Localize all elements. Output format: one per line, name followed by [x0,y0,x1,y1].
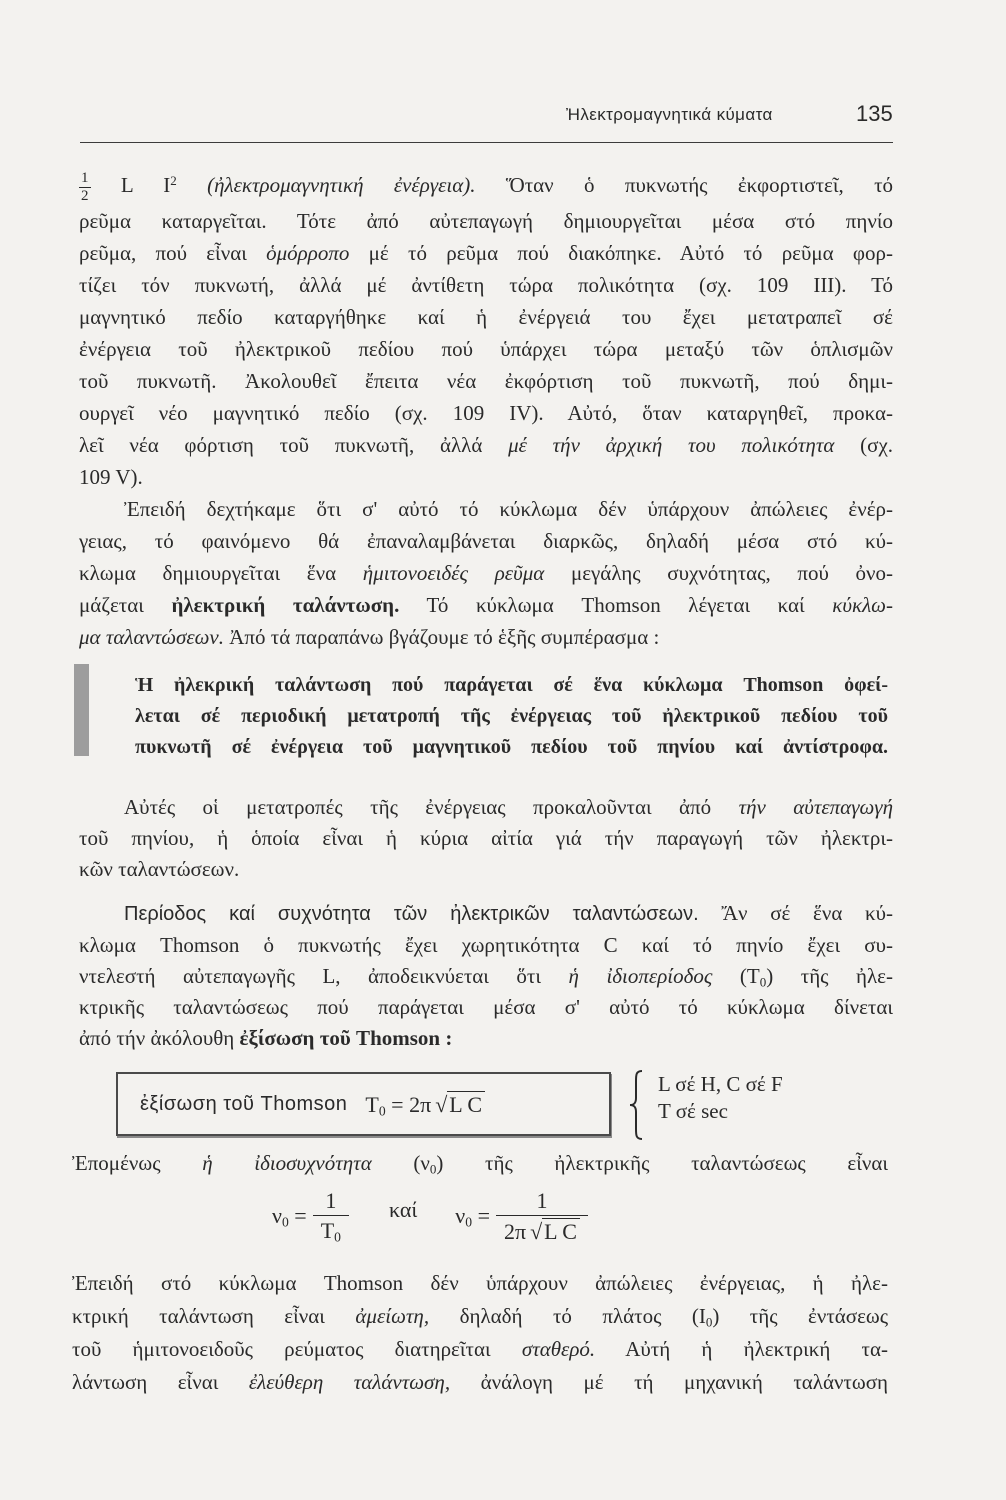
emphasis: ὁμόρροπο [266,241,350,265]
subscript: 0 [334,1229,341,1245]
subscript: 0 [759,974,767,990]
nu-symbol: ν [455,1203,466,1228]
bold-line-text: λεται σέ περιοδική μετατροπή τῆς ἐνέργειας τοῦ ἠλεκτρικοῦ πεδίου τοῦ [135,705,888,727]
fraction-one-over-t0 [313,1188,349,1244]
line-text: ντελεστή αὐτεπαγωγῆς L, ἀποδεικνύεται ὅτι [79,964,542,988]
line-text: κῶν ταλαντώσεων. [79,857,240,881]
line-text: τίζει τόν πυκνωτή, ἀλλά μέ ἀντίθετη τώρα πολικότητα (σχ. 109 III). Τό [79,273,893,297]
emphasis: τήν αὐτεπαγωγή [738,795,894,819]
text-line [79,898,893,930]
text-line [79,1023,893,1054]
connector-word: καί [388,1197,418,1222]
subscript: 0 [465,1214,473,1230]
emphasis: ἐλεύθερη ταλάντωση, [248,1370,451,1394]
text-line [79,461,893,493]
period-symbol: T [320,1218,335,1243]
equation-rhs-prefix: = 2π [391,1091,432,1117]
fraction-numerator: 1 [496,1188,588,1216]
text-line [79,792,893,823]
line-text: ) τῆς ἐντάσεως [712,1304,889,1328]
units-legend [658,1071,783,1125]
line-text: μεγάλης συχνότητας, πού ὀνο- [570,561,894,585]
emphasis: ἡ ἰδιοπερίοδος [568,964,713,988]
running-header-title: Ἠλεκτρομαγνητικά κύματα [566,105,773,124]
section-heading: Περίοδος καί συχνότητα τῶν ἠλεκτρικῶν ταλαντώσεων. [124,903,699,925]
bold-term: ἠλεκτρική ταλάντωση. [171,593,400,617]
line-text: Τό κύκλωμα Thomson λέγεται καί [426,593,805,617]
equation-label: ἐξίσωση τοῦ Thomson [140,1092,348,1115]
line-text: τοῦ ἡμιτονοειδοῦς ρεύματος διατηρεῖται [72,1337,491,1361]
line-text: δηλαδή τό πλάτος (I [459,1304,706,1328]
text-line [135,670,888,701]
line-text: 109 V). [79,465,143,489]
thomson-equation-box [116,1072,611,1136]
subscript: 0 [281,1214,289,1230]
page-number: 135 [856,101,893,126]
eigenfrequency-sentence [72,1147,888,1179]
emphasis: (ἠλεκτρομαγνητική ἐνέργεια). [207,173,476,197]
line-text: γειας, τό φαινόμενο θά ἐπαναλαμβάνεται διαρκῶς, δηλαδή μέσα στό κύ- [79,529,893,553]
fraction-numerator: 1 [81,169,89,186]
text-line [72,1147,888,1179]
emphasis: σταθερό. [521,1337,596,1361]
text-line [79,301,893,333]
line-text: λάντωση εἶναι [72,1370,219,1394]
bold-line-text: Ἡ ἠλεκρική ταλάντωση πού παράγεται σέ ἕνα κύκλωμα Thomson ὀφεί- [135,674,888,696]
fraction-denominator: 2 [81,187,89,204]
text-line [79,525,893,557]
text-line [79,205,893,237]
thomson-equation [365,1091,485,1118]
conclusion-box [135,670,888,763]
text-line [79,854,893,885]
radical-sign: √ [435,1091,448,1117]
nu-symbol: ν [272,1203,282,1228]
bold-term: ἐξίσωση τοῦ Thomson : [239,1026,453,1050]
text-line [79,557,893,589]
two-pi: 2π [503,1218,527,1244]
paragraph-energy-exchange [79,165,893,493]
radical-sign: √ [530,1218,543,1244]
formula-lhs [455,1203,490,1229]
curly-brace-icon [627,1068,645,1142]
line-text: τοῦ πηνίου, ἡ ὁποία εἶναι ἡ κύρια αἰτία γιά τήν παραγωγή τῶν ἠλεκτρι- [79,826,893,850]
line-text: ) τῆς ἠλε- [766,964,893,988]
emphasis: ἀμείωτη, [355,1304,430,1328]
line-text: Αὐτή ἡ ἠλεκτρική τα- [625,1337,888,1361]
fraction-one-over-2pi-sqrt-lc [496,1188,588,1245]
line-text: Ἐπομένως [72,1151,161,1175]
text-line [79,397,893,429]
period-symbol: T [365,1091,379,1117]
line-text: Ἀπό τά παραπάνω βγάζουμε τό ἑξῆς συμπέρασμα : [229,625,660,649]
line-text: μάζεται [79,593,144,617]
paragraph-electric-oscillation [79,493,893,653]
text-line [72,1267,888,1300]
line-text: (T [739,964,760,988]
line-text: Αὐτές οἱ μετατροπές τῆς ἐνέργειας προκαλοῦνται ἀπό [124,795,712,819]
subscript: 0 [429,1161,437,1177]
line-text: τοῦ πυκνωτῆ. Ἀκολουθεῖ ἔπειτα νέα ἐκφόρτιση τοῦ πυκνωτῆ, πού δημι- [79,369,893,393]
fraction-denominator [496,1216,588,1245]
radicand: L C [542,1218,580,1244]
bold-line-text: πυκνωτῆ σέ ἐνέργεια τοῦ μαγνητικοῦ πεδίου τοῦ πηνίου καί ἀντίστροφα. [135,736,888,758]
text-line [79,930,893,961]
radicand: L C [447,1091,485,1117]
fraction-denominator [313,1216,349,1244]
formula-lhs [272,1203,307,1229]
line-text: ουργεῖ νέο μαγνητικό πεδίο (σχ. 109 IV). Αὐτό, ὅταν καταργηθεῖ, προκα- [79,401,893,425]
line-text: ρεῦμα, πού εἶναι [79,241,247,265]
units-line: L σέ H, C σέ F [658,1072,783,1096]
line-text: ) τῆς ἠλεκτρικῆς ταλαντώσεως εἶναι [436,1151,888,1175]
emphasis: μα ταλαντώσεων. [79,625,224,649]
line-text: κτρική ταλάντωση εἶναι [72,1304,325,1328]
highlight-margin-bar [74,664,89,756]
text-line [79,269,893,301]
text-line [72,1300,888,1333]
text-line [79,961,893,992]
paragraph-undamped-oscillation [72,1267,888,1399]
line-text: Ἄν σέ ἕνα κύ- [721,901,894,925]
paragraph-period-frequency [79,898,893,1054]
line-text: ἐνέργεια τοῦ ἠλεκτρικοῦ πεδίου πού ὑπάρχει τώρα μεταξύ τῶν ὁπλισμῶν [79,337,893,361]
text-line [79,621,893,653]
text-line [79,589,893,621]
formula-text: L I [120,173,171,197]
line-text: κτρικῆς ταλαντώσεως πού παράγεται μέσα σ' αὐτό τό κύκλωμα δίνεται [79,995,893,1019]
text-line [79,823,893,854]
line-text: (σχ. [860,433,894,457]
units-line: T σέ sec [658,1099,728,1123]
header-rule [80,142,893,143]
superscript: 2 [170,172,177,188]
equals-sign: = [294,1203,307,1228]
line-text: Ἐπειδή δεχτήκαμε ὅτι σ' αὐτό τό κύκλωμα δέν ὑπάρχουν ἀπώλειες ἐνέρ- [124,497,893,521]
equals-sign: = [477,1203,490,1228]
line-text: κλωμα δημιουργεῖται ἕνα [79,561,337,585]
emphasis: κύκλω- [832,593,893,617]
text-line [79,992,893,1023]
line-text: λεῖ νέα φόρτιση τοῦ πυκνωτῆ, ἀλλά [79,433,483,457]
line-text: μέ τό ρεῦμα πού διακόπηκε. Αὐτό τό ρεῦμα φορ- [368,241,894,265]
line-text: ἀνάλογη μέ τή μηχανική ταλάντωση [480,1370,889,1394]
line-text: ρεῦμα καταργεῖται. Τότε ἀπό αὐτεπαγωγή δημιουργεῖται μέσα στό πηνίο [79,209,893,233]
line-text: μαγνητικό πεδίο καταργήθηκε καί ἡ ἐνέργειά του ἔχει μετατραπεῖ σέ [79,305,893,329]
emphasis: ἡ ἰδιοσυχνότητα [202,1151,372,1175]
text-line [79,429,893,461]
line-text: κλωμα Thomson ὁ πυκνωτής ἔχει χωρητικότητα C καί τό πηνίο ἔχει συ- [79,933,893,957]
emphasis: ἡμιτονοειδές ρεῦμα [362,561,545,585]
subscript: 0 [705,1314,713,1330]
text-line [72,1366,888,1399]
text-line [79,165,893,205]
frequency-formulas [272,1186,588,1246]
fraction-numerator: 1 [313,1188,349,1216]
line-text: (ν [413,1151,430,1175]
text-line [135,732,888,763]
line-text: ἀπό τήν ἀκόλουθη [79,1026,235,1050]
emphasis: μέ τήν ἀρχική του πολικότητα [508,433,835,457]
text-line [79,333,893,365]
paragraph-self-induction [79,792,893,885]
line-text: Ἐπειδή στό κύκλωμα Thomson δέν ὑπάρχουν ἀπώλειες ἐνέργειας, ἡ ἠλε- [72,1271,888,1295]
text-line [135,701,888,732]
text-line [79,365,893,397]
text-line [79,237,893,269]
subscript: 0 [378,1102,386,1118]
line-text: Ὅταν ὁ πυκνωτής ἐκφορτιστεῖ, τό [505,173,894,197]
text-line [72,1333,888,1366]
text-line [79,493,893,525]
fraction-one-half [79,170,91,205]
